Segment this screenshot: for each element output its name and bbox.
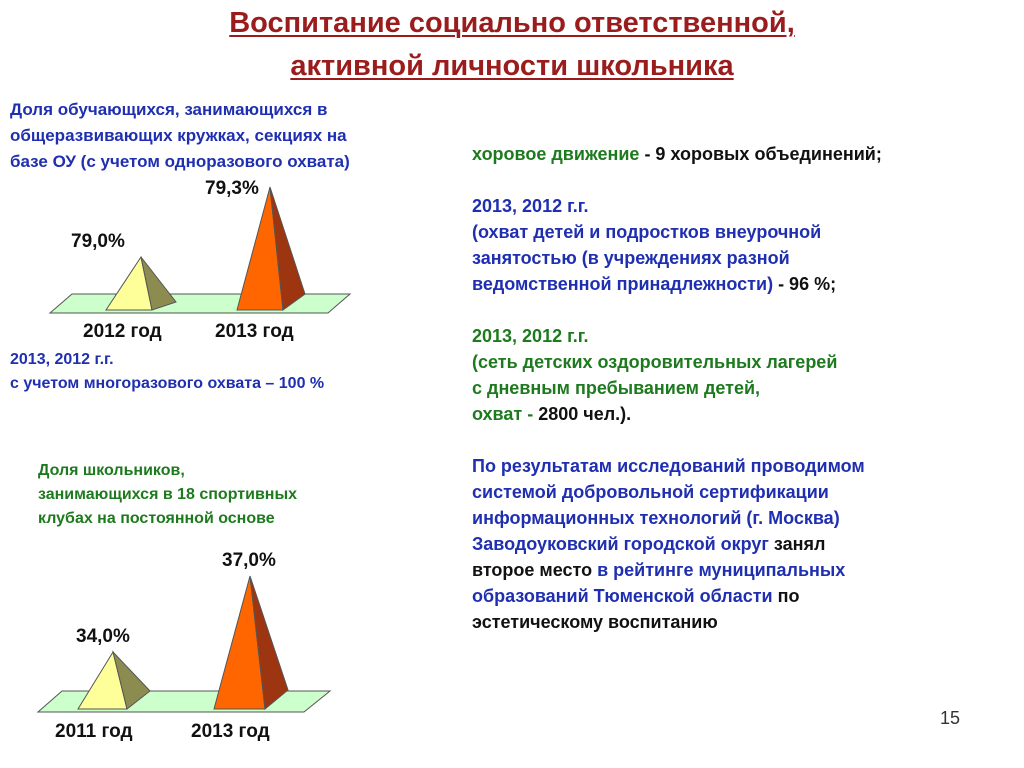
extracurricular-line-4 xyxy=(472,271,1012,297)
extracurricular-value: - 96 %; xyxy=(773,274,837,294)
rating-line-1: По результатам исследований проводимом xyxy=(472,456,865,476)
chart2-data-label-2011: 34,0% xyxy=(76,626,130,647)
camps-line-4-text: охват - xyxy=(472,404,539,424)
camps-line-4 xyxy=(472,401,1012,427)
page-number: 15 xyxy=(940,708,961,728)
extracurricular-line-2: (охват детей и подростков внеурочной xyxy=(472,222,822,242)
rating-line-2: системой добровольной сертификации xyxy=(472,482,829,502)
chart1-note-line-1: 2013, 2012 г.г. xyxy=(10,351,114,368)
page-title-line-1: Воспитание социально ответственной, xyxy=(229,7,795,39)
rating-line-7: эстетическому воспитанию xyxy=(472,612,718,632)
page-title-line-2: активной личности школьника xyxy=(290,50,734,82)
right-text-column xyxy=(472,141,1012,635)
chart2-caption-line-2: занимающихся в 18 спортивных xyxy=(38,486,297,503)
choir-label: хоровое движение xyxy=(472,144,640,164)
chart2-pyramid-2013 xyxy=(214,576,288,709)
extracurricular-line-4-text: ведомственной принадлежности) xyxy=(472,274,774,294)
rating-line-3: информационных технологий (г. Москва) xyxy=(472,508,840,528)
chart1-data-label-2013: 79,3% xyxy=(205,178,259,199)
chart1-data-label-2012: 79,0% xyxy=(71,231,125,252)
chart2-data-label-2013: 37,0% xyxy=(222,550,276,571)
chart1-category-2013: 2013 год xyxy=(215,321,294,342)
rating-line-5-tail: в рейтинге муниципальных xyxy=(597,560,846,580)
rating-place: второе место xyxy=(472,560,598,580)
camps-value: 2800 чел.). xyxy=(538,404,632,424)
chart1-caption-line-3: базе ОУ (с учетом одноразового охвата) xyxy=(10,152,350,171)
chart2-caption-line-3: клубах на постоянной основе xyxy=(38,510,275,527)
rating-line-6-tail: по xyxy=(772,586,800,606)
chart1-caption-line-2: общеразвивающих кружках, секциях на xyxy=(10,126,347,145)
rating-line-5 xyxy=(472,557,1012,583)
chart2-category-2013: 2013 год xyxy=(191,721,270,742)
choir-line xyxy=(472,141,1012,167)
rating-line-4 xyxy=(472,531,1012,557)
extracurricular-years: 2013, 2012 г.г. xyxy=(472,196,589,216)
camps-line-2: (сеть детских оздоровительных лагерей xyxy=(472,352,838,372)
choir-value: - 9 хоровых объединений; xyxy=(639,144,882,164)
camps-line-3: с дневным пребыванием детей, xyxy=(472,378,761,398)
rating-region: образований Тюменской области xyxy=(472,586,773,606)
chart2-caption-line-1: Доля школьников, xyxy=(38,462,185,479)
chart2-category-2011: 2011 год xyxy=(55,721,133,742)
chart1-note-line-2: с учетом многоразового охвата – 100 % xyxy=(10,375,325,392)
extracurricular-line-3: занятостью (в учреждениях разной xyxy=(472,248,790,268)
rating-district: Заводоуковский городской округ xyxy=(472,534,769,554)
rating-line-4-tail: занял xyxy=(768,534,826,554)
chart1-caption-line-1: Доля обучающихся, занимающихся в xyxy=(10,100,328,119)
camps-years: 2013, 2012 г.г. xyxy=(472,326,589,346)
rating-line-6 xyxy=(472,583,1012,609)
chart1-category-2012: 2012 год xyxy=(83,321,162,342)
